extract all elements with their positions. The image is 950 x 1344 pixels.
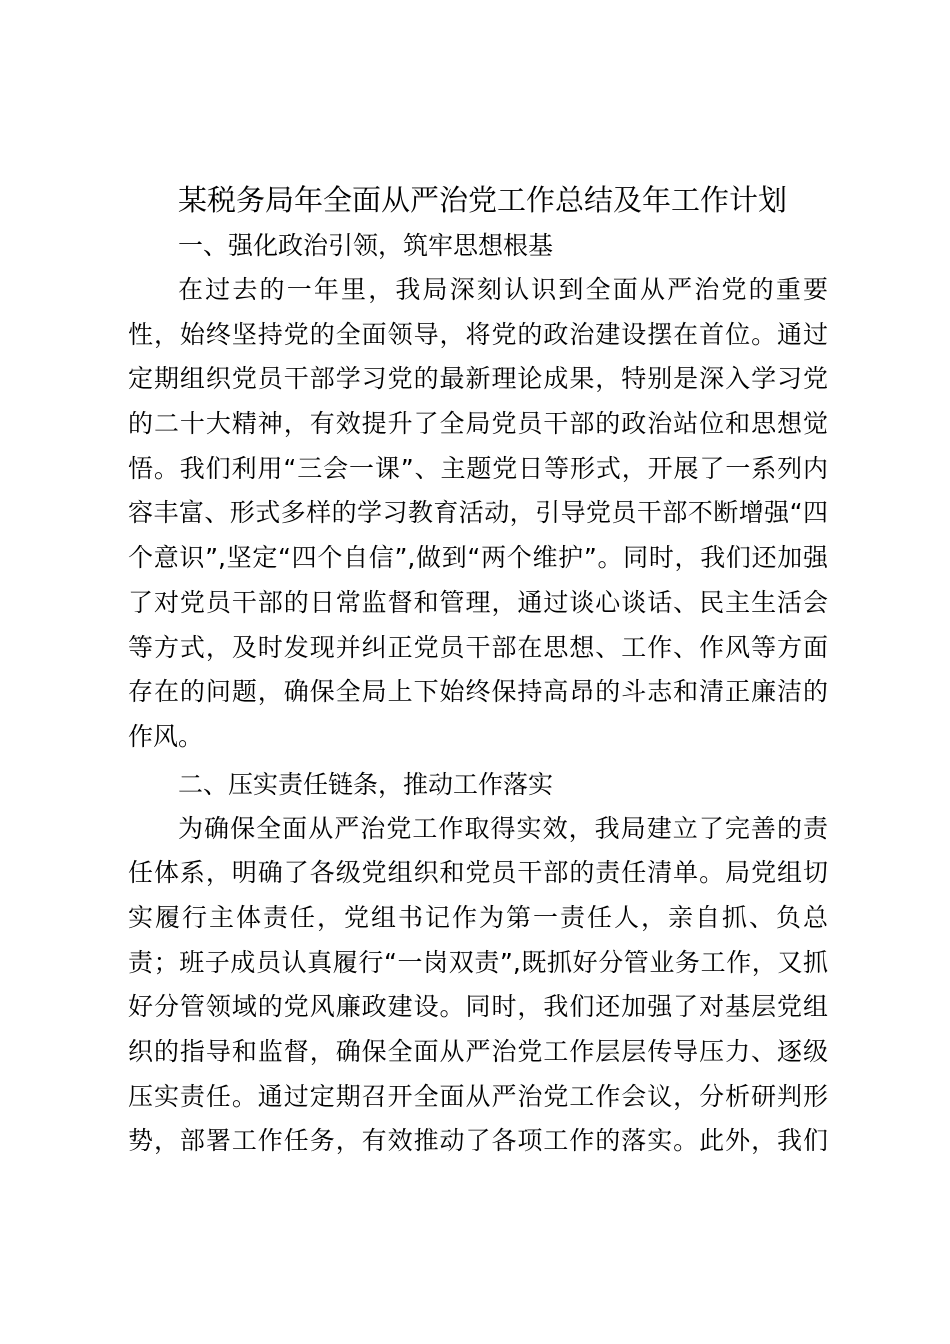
paragraph-line: 性，始终坚持党的全面领导，将党的政治建设摆在首位。通过 (128, 319, 828, 349)
paragraph-line: 好分管领域的党风廉政建设。同时，我们还加强了对基层党组 (128, 992, 828, 1022)
paragraph-line: 的二十大精神，有效提升了全局党员干部的政治站位和思想觉 (128, 409, 828, 439)
document-title: 某税务局年全面从严治党工作总结及年工作计划 (178, 183, 788, 217)
paragraph-line: 实履行主体责任，党组书记作为第一责任人，亲自抓、负总 (128, 902, 828, 932)
paragraph-line: 等方式，及时发现并纠正党员干部在思想、工作、作风等方面 (128, 632, 828, 662)
paragraph-line: 容丰富、形式多样的学习教育活动，引导党员干部不断增强“四 (128, 498, 828, 528)
paragraph-line: 为确保全面从严治党工作取得实效，我局建立了完善的责 (178, 813, 828, 843)
section-heading-1: 一、强化政治引领，筑牢思想根基 (178, 231, 554, 260)
paragraph-line: 在过去的一年里，我局深刻认识到全面从严治党的重要 (178, 275, 828, 304)
paragraph-line: 定期组织党员干部学习党的最新理论成果，特别是深入学习党 (128, 364, 828, 394)
paragraph-line: 责；班子成员认真履行“一岗双责”,既抓好分管业务工作，又抓 (128, 947, 828, 977)
paragraph-line: 织的指导和监督，确保全面从严治党工作层层传导压力、逐级 (128, 1037, 828, 1066)
paragraph-line: 任体系，明确了各级党组织和党员干部的责任清单。局党组切 (128, 858, 828, 888)
section-2-body (128, 807, 828, 1165)
paragraph-line: 存在的问题，确保全局上下始终保持高昂的斗志和清正廉洁的 (128, 677, 828, 707)
section-heading-2: 二、压实责任链条，推动工作落实 (178, 769, 554, 799)
section-1-body (128, 268, 828, 760)
paragraph-line: 了对党员干部的日常监督和管理，通过谈心谈话、民主生活会 (128, 587, 828, 617)
paragraph-line: 势，部署工作任务，有效推动了各项工作的落实。此外，我们 (128, 1126, 828, 1156)
paragraph-line: 作风。 (128, 721, 204, 751)
paragraph-line: 悟。我们利用“三会一课”、主题党日等形式，开展了一系列内 (128, 453, 828, 483)
paragraph-line: 个意识”,坚定“四个自信”,做到“两个维护”。同时，我们还加强 (128, 543, 828, 573)
paragraph-line: 压实责任。通过定期召开全面从严治党工作会议，分析研判形 (128, 1081, 828, 1111)
document-page (128, 176, 828, 1164)
